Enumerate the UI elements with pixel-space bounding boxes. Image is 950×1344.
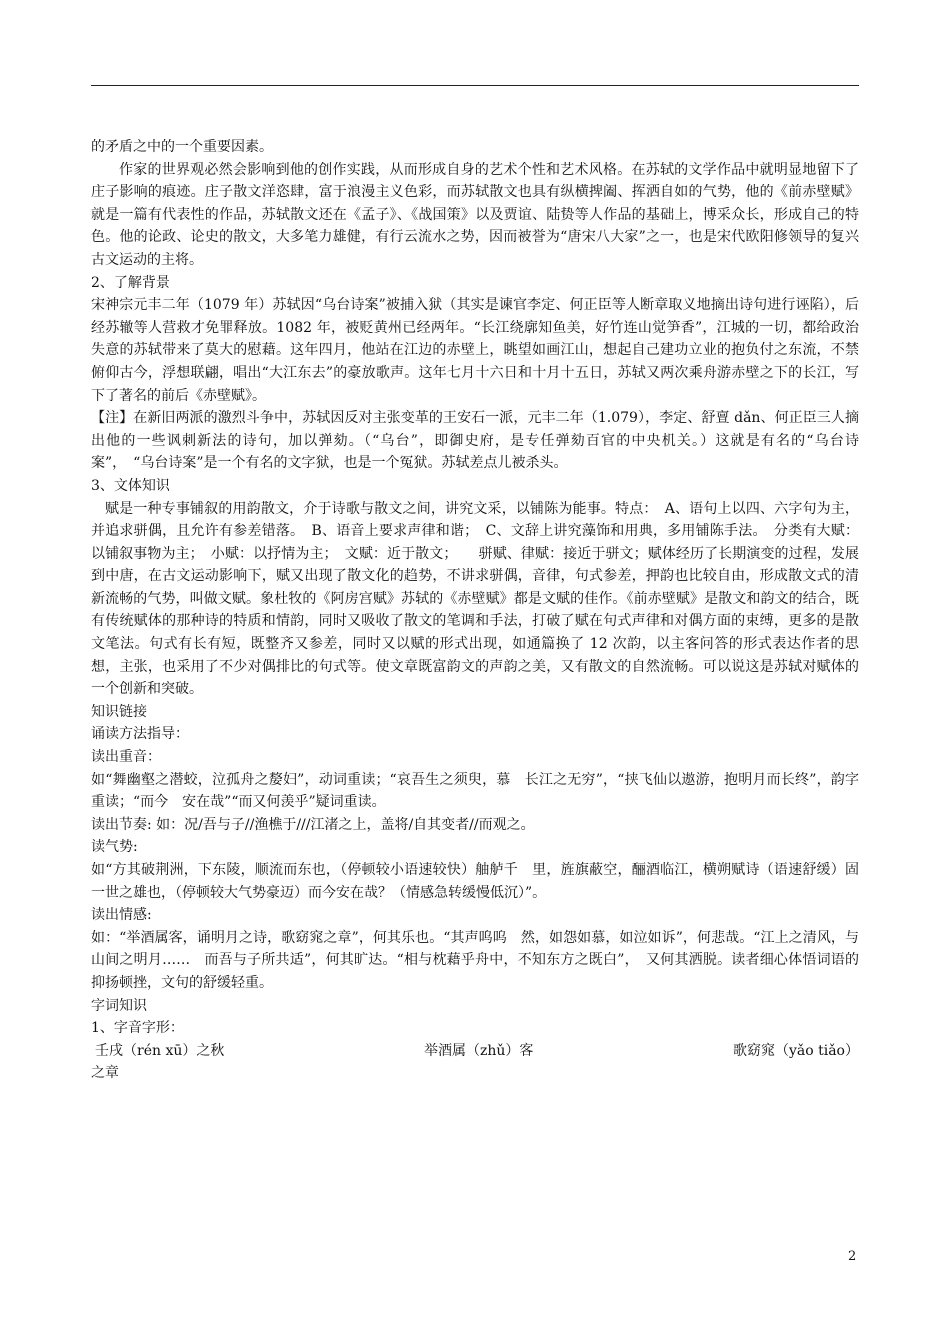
page-number: 2 bbox=[848, 1249, 857, 1264]
pronunciation-item: 举酒属（zhǔ）客 bbox=[423, 1042, 534, 1059]
section-heading: 字词知识 bbox=[91, 997, 147, 1014]
section-heading: 3、文体知识 bbox=[91, 477, 170, 494]
paragraph: 读出节奏: 如：况/吾与子//渔樵于///江渚之上，盖将/自其变者//而观之。 bbox=[91, 816, 535, 833]
subheading: 读出重音： bbox=[91, 749, 161, 766]
paragraph: 如“方其破荆洲，下东陵，顺流而东也，（停顿较小语速较快）舳舻千 里，旌旗蔽空，酾酒临江，横朔赋诗（语速舒缓）固一世之雄也，（停顿较大气势豪迈）而今安在哉？（情感急转缓慢低沉）”。 bbox=[91, 862, 859, 901]
note-paragraph: 【注】在新旧两派的激烈斗争中，苏轼因反对主张变革的王安石一派，元丰二年（1.079），李定、舒亶 dǎn、何正臣三人摘出他的一些讽刺新法的诗句，加以弹劾。（“乌台”，即御史府，是专任弹劾百官的中央机关。）这就是有名的“乌台诗案”， “乌台诗案”是一个有名的文字狱，也是一个冤狱。苏轼差点儿被杀头。 bbox=[91, 410, 859, 472]
pronunciation-item: 歌窈窕（yǎo tiǎo） bbox=[732, 1042, 859, 1059]
paragraph: 如：“举酒属客，诵明月之诗，歌窈窕之章”，何其乐也。“其声呜呜 然，如怨如慕，如泣如诉”，何悲哉。“江上之清风，与山间之明月…… 而吾与子所共适”，何其旷达。“相与枕藉乎舟中，不知东方之既白”， 又何其洒脱。读者细心体悟词语的抑扬顿挫，文句的舒缓轻重。 bbox=[91, 929, 859, 991]
pronunciation-row bbox=[91, 1040, 859, 1063]
pronunciation-item: 壬戌（rén xū）之秋 bbox=[95, 1042, 225, 1059]
paragraph: 的矛盾之中的一个重要因素。 bbox=[91, 139, 273, 155]
paragraph: 如“舞幽壑之潜蛟，泣孤舟之嫠妇”，动词重读；“哀吾生之须臾，慕 长江之无穷”，“挟飞仙以遨游，抱明月而长终”，韵字重读；“而今 安在哉”“而又何羡乎”疑词重读。 bbox=[91, 771, 859, 811]
subheading: 1、字音字形： bbox=[91, 1020, 184, 1037]
pronunciation-tail: 之章 bbox=[91, 1065, 119, 1082]
subheading: 读气势: bbox=[91, 839, 138, 856]
subheading: 诵读方法指导： bbox=[91, 726, 189, 743]
header-rule bbox=[91, 85, 859, 86]
paragraph: 赋是一种专事铺叙的用韵散文，介于诗歌与散文之间，讲究文采，以铺陈为能事。特点： A、语句上以四、六字句为主，并追求骈偶，且允许有参差错落。 B、语音上要求声律和谐； C、文辞上讲究藻饰和用典，多用铺陈手法。 分类有大赋：以铺叙事物为主； 小赋：以抒情为主； 文赋：近于散文； 骈赋、律赋：接近于骈文；赋体经历了长期演变的过程，发展到中唐，在古文运动影响下，赋又出现了散文化的趋势，不讲求骈偶，音律，句式参差，押韵也比较自由，形成散文式的清新流畅的气势，叫做文赋。象杜牧的《阿房宫赋》苏轼的《赤壁赋》都是文赋的佳作。《前赤壁赋》是散文和韵文的结合，既有传统赋体的那种诗的特质和情韵，同时又吸收了散文的笔调和手法，打破了赋在句式声律和对偶方面的束缚，更多的是散文笔法。句式有长有短，既整齐又参差，同时又以赋的形式出现，如通篇换了 12 次韵，以主客问答的形式表达作者的思想，主张，也采用了不少对偶排比的句式等。使文章既富韵文的声韵之美，又有散文的自然流畅。可以说这是苏轼对赋体的一个创新和突破。 bbox=[91, 500, 859, 698]
section-heading: 知识链接 bbox=[91, 703, 147, 720]
paragraph: 宋神宗元丰二年（1079 年）苏轼因“乌台诗案”被捕入狱（其实是谏官李定、何正臣等人断章取义地摘出诗句进行诬陷），后经苏辙等人营救才免罪释放。1082 年，被贬黄州已经两年。“长江绕廓知鱼美，好竹连山觉笋香”，江城的一切，都给政治失意的苏轼带来了莫大的慰藉。这年四月，他站在江边的赤壁上，眺望如画江山，想起自己建功立业的抱负付之东流，不禁俯仰古今，浮想联翩，唱出“大江东去”的豪放歌声。这年七月十六日和十月十五日，苏轼又两次乘舟游赤壁之下的长江，写下了著名的前后《赤壁赋》。 bbox=[91, 297, 859, 404]
section-heading: 2、了解背景 bbox=[91, 274, 170, 291]
subheading: 读出情感: bbox=[91, 907, 152, 924]
paragraph: 作家的世界观必然会影响到他的创作实践，从而形成自身的艺术个性和艺术风格。在苏轼的文学作品中就明显地留下了庄子影响的痕迹。庄子散文洋恣肆，富于浪漫主义色彩，而苏轼散文也具有纵横捭阖、挥洒自如的气势，他的《前赤壁赋》就是一篇有代表性的作品，苏轼散文还在《孟子》、《战国策》以及贾谊、陆贽等人作品的基础上，博采众长，形成自己的特色。他的论政、论史的散文，大多笔力雄健，有行云流水之势，因而被誉为“唐宋八大家”之一，也是宋代欧阳修领导的复兴古文运动的主将。 bbox=[91, 161, 859, 268]
document-body bbox=[91, 136, 859, 1085]
